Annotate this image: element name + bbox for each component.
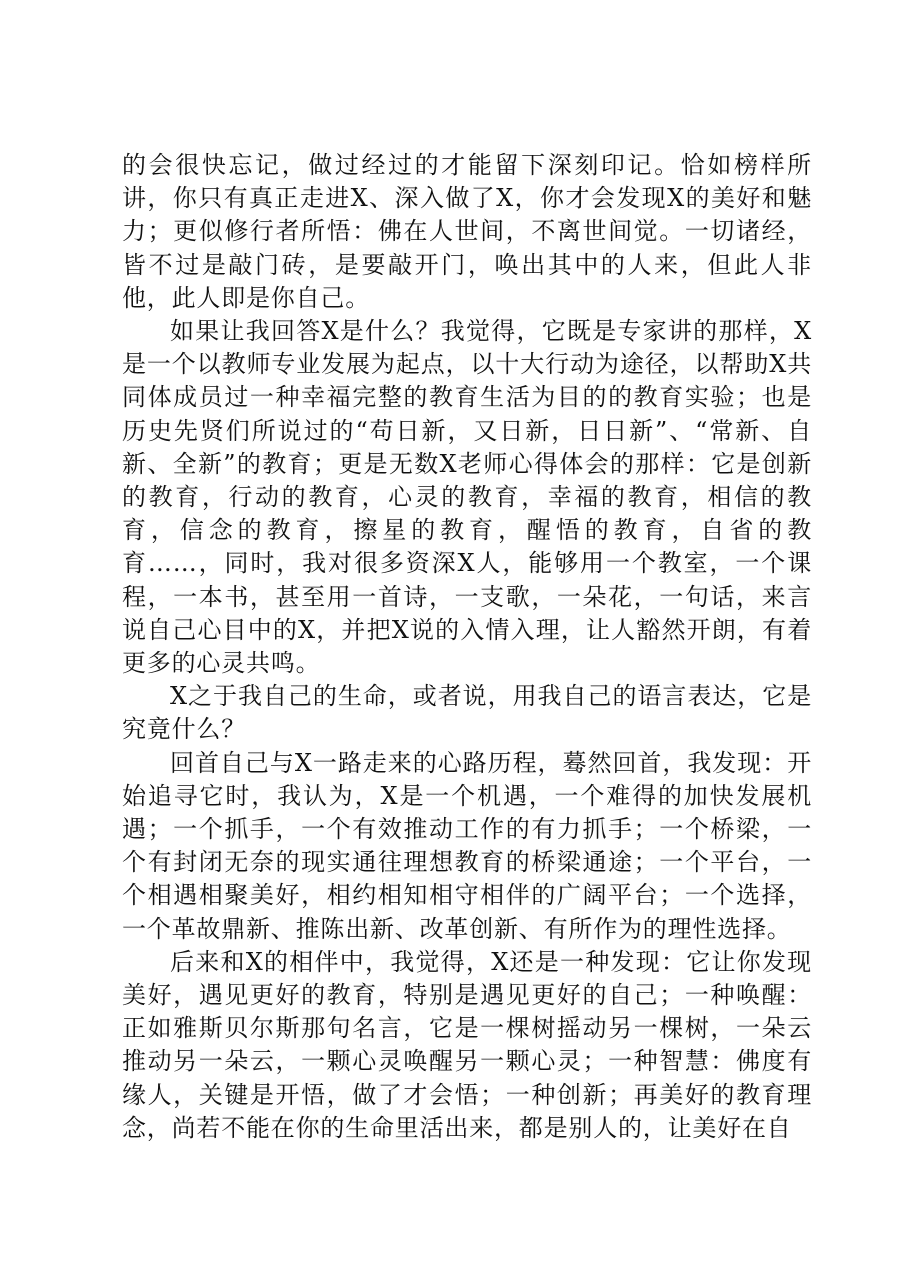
document-body [122, 149, 812, 1145]
paragraph-3: X之于我自己的生命，或者说，用我自己的语言表达，它是究竟什么？ [122, 682, 812, 744]
paragraph-1: 的会很快忘记，做过经过的才能留下深刻印记。恰如榜样所讲，你只有真正走进X、深入做了X，你才会发现X的美好和魅力；更似修行者所悟：佛在人世间，不离世间觉。一切诸经，皆不过是敲门砖，是要敲开门，唤出其中的人来，但此人非他，此人即是你自己。 [122, 151, 812, 312]
paragraph-5: 后来和X的相伴中，我觉得，X还是一种发现：它让你发现美好，遇见更好的教育，特别是遇见更好的自己；一种唤醒：正如雅斯贝尔斯那句名言，它是一棵树摇动另一棵树，一朵云推动另一朵云，一颗心灵唤醒另一颗心灵；一种智慧：佛度有缘人，关键是开悟，做了才会悟；一种创新；再美好的教育理念，尚若不能在你的生命里活出来，都是别人的，让美好在自 [122, 947, 812, 1142]
paragraph-4: 回首自己与X一路走来的心路历程，蓦然回首，我发现：开始追寻它时，我认为，X是一个机遇，一个难得的加快发展机遇；一个抓手，一个有效推动工作的有力抓手；一个桥梁，一个有封闭无奈的现实通往理想教育的桥梁通途；一个平台，一个相遇相聚美好，相约相知相守相伴的广阔平台；一个选择，一个革故鼎新、推陈出新、改革创新、有所作为的理性选择。 [122, 748, 812, 943]
paragraph-2: 如果让我回答X是什么？我觉得，它既是专家讲的那样，X是一个以教师专业发展为起点，以十大行动为途径，以帮助X共同体成员过一种幸福完整的教育生活为目的的教育实验；也是历史先贤们所说过的“苟日新，又日新，日日新”、“常新、自新、全新”的教育；更是无数X老师心得体会的那样：它是创新的教育，行动的教育，心灵的教育，幸福的教育，相信的教育，信念的教育，擦星的教育，醒悟的教育，自省的教育……，同时，我对很多资深X人，能够用一个教室，一个课程，一本书，甚至用一首诗，一支歌，一朵花，一句话，来言说自己心目中的X，并把X说的入情入理，让人豁然开朗，有着更多的心灵共鸣。 [122, 317, 812, 678]
